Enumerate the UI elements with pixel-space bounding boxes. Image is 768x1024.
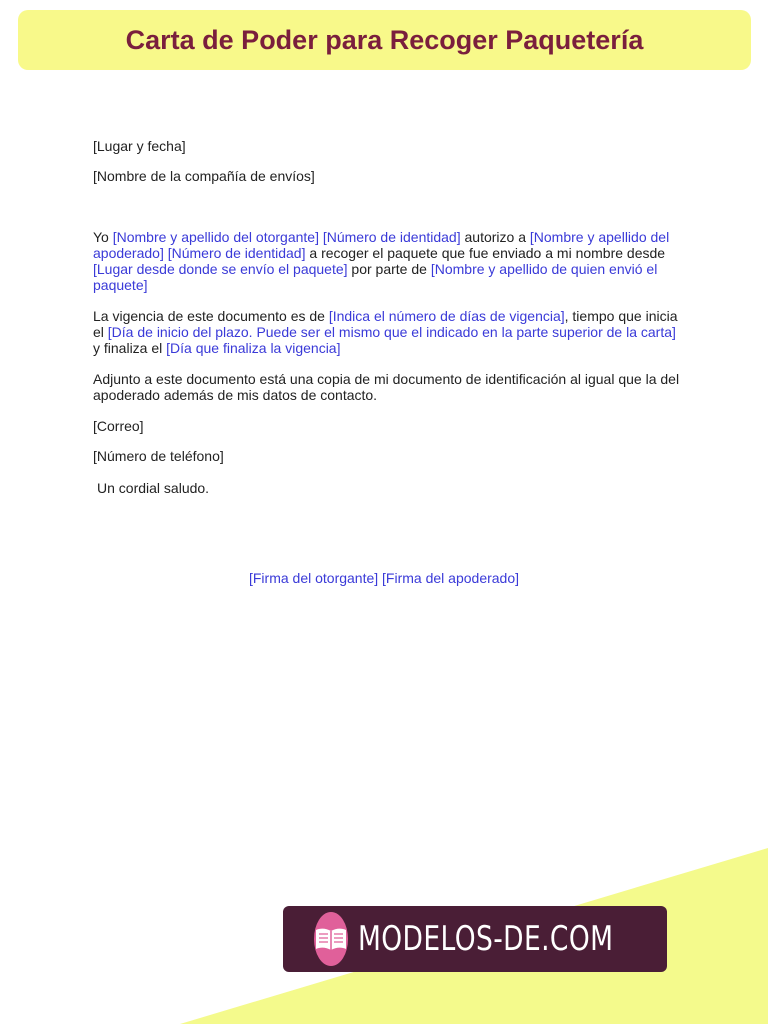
attorney-signature-field: [Firma del apoderado]: [382, 570, 520, 586]
end-date-field: [Día que finaliza la vigencia]: [166, 340, 341, 356]
text-segment: autorizo a: [460, 229, 530, 245]
company-name-field: [Nombre de la compañía de envíos]: [93, 168, 315, 184]
validity-days-field: [Indica el número de días de vigencia]: [328, 308, 565, 324]
logo-text: MODELOS-DE.COM: [358, 919, 614, 959]
book-icon: [314, 912, 348, 966]
signature-line: [0, 570, 768, 586]
text-segment: y finaliza el: [93, 340, 167, 356]
text-segment: Yo: [93, 229, 113, 245]
validity-paragraph: [93, 308, 683, 356]
text-segment: por parte de: [347, 261, 431, 277]
attorney-name-field: [Nombre y apellido del apoderado]: [93, 229, 670, 261]
email-field: [Correo]: [93, 418, 144, 434]
grantor-signature-field: [Firma del otorgante]: [248, 570, 379, 586]
text-segment: , tiempo que inicia el: [93, 308, 678, 340]
start-date-field: [Día de inicio del plazo. Puede ser el mismo que el indicado en la parte superior de la carta]: [107, 324, 676, 340]
phone-field: [Número de teléfono]: [93, 448, 224, 464]
attorney-id-field: [Número de identidad]: [167, 245, 306, 261]
origin-place-field: [Lugar desde donde se envío el paquete]: [93, 261, 348, 277]
site-logo: [283, 906, 667, 972]
page-title: Carta de Poder para Recoger Paquetería: [125, 24, 644, 55]
closing-text: Un cordial saludo.: [97, 480, 210, 496]
title-banner: [18, 10, 751, 70]
sender-name-field: [Nombre y apellido de quien envió el paquete]: [93, 261, 658, 293]
place-date-field: [Lugar y fecha]: [93, 138, 186, 154]
grantor-id-field: [Número de identidad]: [322, 229, 461, 245]
text-segment: a recoger el paquete que fue enviado a mi nombre desde: [305, 245, 666, 261]
attachment-paragraph: Adjunto a este documento está una copia de mi documento de identificación al igual que la del apoderado además de mis datos de contacto.: [93, 371, 680, 403]
authorization-paragraph: [93, 229, 683, 293]
text-segment: La vigencia de este documento es de: [93, 308, 329, 324]
grantor-name-field: [Nombre y apellido del otorgante]: [112, 229, 319, 245]
